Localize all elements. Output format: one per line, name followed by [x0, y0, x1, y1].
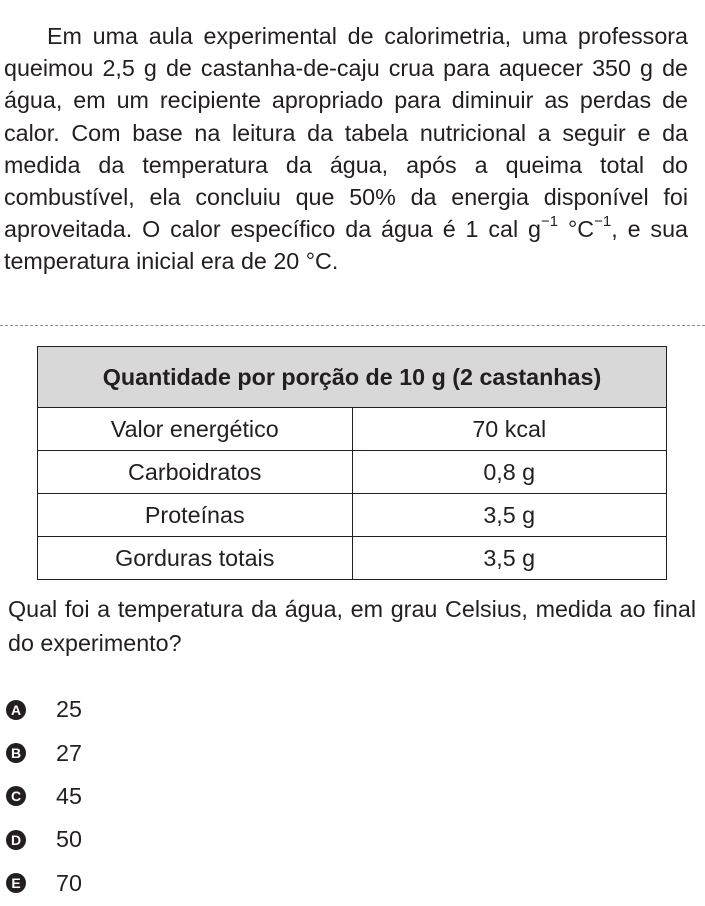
nutrient-label: Carboidratos — [38, 451, 353, 494]
dashed-divider — [0, 325, 705, 326]
nutrient-label: Gorduras totais — [38, 537, 353, 580]
table-row — [38, 451, 667, 494]
table-header: Quantidade por porção de 10 g (2 castanhas) — [38, 347, 667, 408]
stem-exponent-2: −1 — [594, 213, 612, 231]
option-letter-badge: B — [6, 743, 26, 763]
option-letter-badge: E — [6, 873, 26, 893]
stem-text-3: , e sua temperatura inicial era de 20 °C. — [4, 216, 688, 275]
option-value: 70 — [56, 869, 82, 896]
option-a[interactable] — [6, 688, 82, 731]
nutrient-label: Valor energético — [38, 408, 353, 451]
option-letter-badge: D — [6, 830, 26, 850]
question-stem — [4, 20, 688, 278]
option-value: 45 — [56, 782, 82, 809]
nutrient-value: 70 kcal — [352, 408, 667, 451]
option-e[interactable] — [6, 862, 82, 905]
stem-exponent-1: −1 — [541, 213, 559, 231]
nutrient-label: Proteínas — [38, 494, 353, 537]
option-b[interactable] — [6, 731, 82, 774]
option-value: 50 — [56, 826, 82, 853]
option-c[interactable] — [6, 775, 82, 818]
answer-options — [6, 688, 82, 905]
nutrient-value: 3,5 g — [352, 494, 667, 537]
option-value: 27 — [56, 739, 82, 766]
nutrition-table — [37, 346, 667, 580]
nutrient-value: 3,5 g — [352, 537, 667, 580]
option-letter-badge: C — [6, 786, 26, 806]
table-row — [38, 408, 667, 451]
option-value: 25 — [56, 696, 82, 723]
option-letter-badge: A — [6, 700, 26, 720]
question-text: Qual foi a temperatura da água, em grau Celsius, medida ao final do experimento? — [8, 596, 696, 656]
stem-text-2: °C — [558, 216, 595, 243]
stem-text-1: Em uma aula experimental de calorimetria, uma professora queimou 2,5 g de castanha-de-caju crua para aquecer 350 g de água, em um recipiente apropriado para diminuir as perdas de calor. Com base na leitura da tabela nutricional a seguir e da medida da temperatura da água, após a queima total do combustível, ela concluiu que 50% da energia disponível foi aproveitada. O calor específico da água é 1 cal g — [4, 23, 688, 243]
nutrient-value: 0,8 g — [352, 451, 667, 494]
option-d[interactable] — [6, 818, 82, 861]
table-row — [38, 537, 667, 580]
table-header-row — [38, 347, 667, 408]
table-row — [38, 494, 667, 537]
